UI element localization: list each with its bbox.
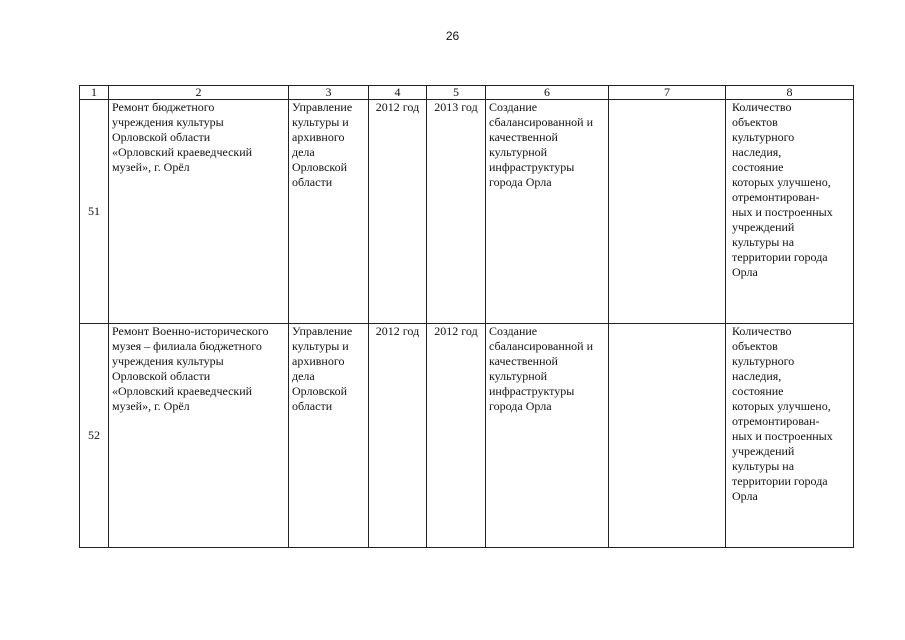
- goal-cell-line: города Орла: [489, 175, 552, 189]
- goal-cell-line: Создание: [489, 100, 538, 114]
- row-number-cell: 51: [80, 100, 109, 324]
- event-name-cell: [109, 100, 289, 324]
- goal-cell-line: культурной: [489, 369, 548, 383]
- indicator-cell: [726, 100, 854, 324]
- goal-cell-line: качественной: [489, 354, 558, 368]
- indicator-cell-line: состояние: [732, 160, 784, 174]
- indicator-cell-line: Орла: [732, 489, 758, 503]
- start-year-cell: 2012 год: [369, 100, 427, 324]
- indicator-cell: [726, 324, 854, 548]
- goal-cell-line: качественной: [489, 130, 558, 144]
- indicator-cell-line: объектов: [732, 339, 778, 353]
- executor-cell-line: культуры и: [292, 115, 349, 129]
- indicator-cell-line: наследия,: [732, 369, 782, 383]
- event-name-cell-line: Орловской области: [112, 369, 211, 383]
- end-year-cell: 2013 год: [427, 100, 486, 324]
- event-name-cell: [109, 324, 289, 548]
- goal-cell-line: сбалансированной и: [489, 339, 594, 353]
- goal-cell-line: Создание: [489, 324, 538, 338]
- event-name-cell-line: музей», г. Орёл: [112, 160, 190, 174]
- indicator-cell-line: территории города: [732, 250, 828, 264]
- indicator-cell-line: объектов: [732, 115, 778, 129]
- column-header-6: 6: [486, 86, 609, 100]
- executor-cell-line: Орловской: [292, 160, 348, 174]
- goal-cell-line: культурной: [489, 145, 548, 159]
- column-header-4: 4: [369, 86, 427, 100]
- executor-cell: [289, 324, 369, 548]
- event-name-cell-line: Ремонт Военно-исторического: [112, 324, 269, 338]
- indicator-cell-line: культурного: [732, 354, 795, 368]
- column-header-5: 5: [427, 86, 486, 100]
- executor-cell-line: Орловской: [292, 384, 348, 398]
- executor-cell-line: дела: [292, 145, 315, 159]
- executor-cell-line: Управление: [292, 100, 353, 114]
- event-name-cell-line: «Орловский краеведческий: [112, 145, 253, 159]
- indicator-cell-line: Количество: [732, 324, 792, 338]
- indicator-cell-line: культуры на: [732, 459, 795, 473]
- table-row: [80, 324, 854, 548]
- indicator-cell-line: учреждений: [732, 444, 795, 458]
- executor-cell-line: области: [292, 399, 333, 413]
- event-name-cell-line: учреждения культуры: [112, 354, 224, 368]
- column-header-7: 7: [609, 86, 726, 100]
- indicator-cell-line: территории города: [732, 474, 828, 488]
- program-table: [79, 85, 854, 548]
- start-year-cell: 2012 год: [369, 324, 427, 548]
- goal-cell-line: инфраструктуры: [489, 160, 575, 174]
- indicator-cell-line: учреждений: [732, 220, 795, 234]
- goal-cell: [486, 100, 609, 324]
- executor-cell: [289, 100, 369, 324]
- executor-cell-line: архивного: [292, 354, 345, 368]
- end-year-cell: 2012 год: [427, 324, 486, 548]
- column-header-3: 3: [289, 86, 369, 100]
- indicator-cell-line: культурного: [732, 130, 795, 144]
- executor-cell-line: дела: [292, 369, 315, 383]
- table-header-row: [80, 86, 854, 100]
- column-header-2: 2: [109, 86, 289, 100]
- goal-cell-line: сбалансированной и: [489, 115, 594, 129]
- event-name-cell-line: учреждения культуры: [112, 115, 224, 129]
- indicator-cell-line: которых улучшено,: [732, 175, 831, 189]
- indicator-cell-line: состояние: [732, 384, 784, 398]
- event-name-cell-line: музей», г. Орёл: [112, 399, 190, 413]
- goal-cell-line: инфраструктуры: [489, 384, 575, 398]
- indicator-cell-line: ных и построенных: [732, 205, 833, 219]
- goal-cell: [486, 324, 609, 548]
- indicator-cell-line: ных и построенных: [732, 429, 833, 443]
- column-header-1: 1: [80, 86, 109, 100]
- indicator-cell-line: Орла: [732, 265, 758, 279]
- event-name-cell-line: музея – филиала бюджетного: [112, 339, 262, 353]
- executor-cell-line: Управление: [292, 324, 353, 338]
- indicator-cell-line: Количество: [732, 100, 792, 114]
- row-number-cell: 52: [80, 324, 109, 548]
- indicator-cell-line: которых улучшено,: [732, 399, 831, 413]
- column-7-cell: [609, 100, 726, 324]
- indicator-cell-line: культуры на: [732, 235, 795, 249]
- indicator-cell-line: наследия,: [732, 145, 782, 159]
- page-number: 26: [445, 29, 460, 43]
- goal-cell-line: города Орла: [489, 399, 552, 413]
- event-name-cell-line: Орловской области: [112, 130, 211, 144]
- indicator-cell-line: отремонтирован-: [732, 414, 820, 428]
- table-row: [80, 100, 854, 324]
- table-body: [80, 86, 854, 548]
- executor-cell-line: области: [292, 175, 333, 189]
- column-header-8: 8: [726, 86, 854, 100]
- executor-cell-line: архивного: [292, 130, 345, 144]
- event-name-cell-line: «Орловский краеведческий: [112, 384, 253, 398]
- executor-cell-line: культуры и: [292, 339, 349, 353]
- indicator-cell-line: отремонтирован-: [732, 190, 820, 204]
- event-name-cell-line: Ремонт бюджетного: [112, 100, 215, 114]
- column-7-cell: [609, 324, 726, 548]
